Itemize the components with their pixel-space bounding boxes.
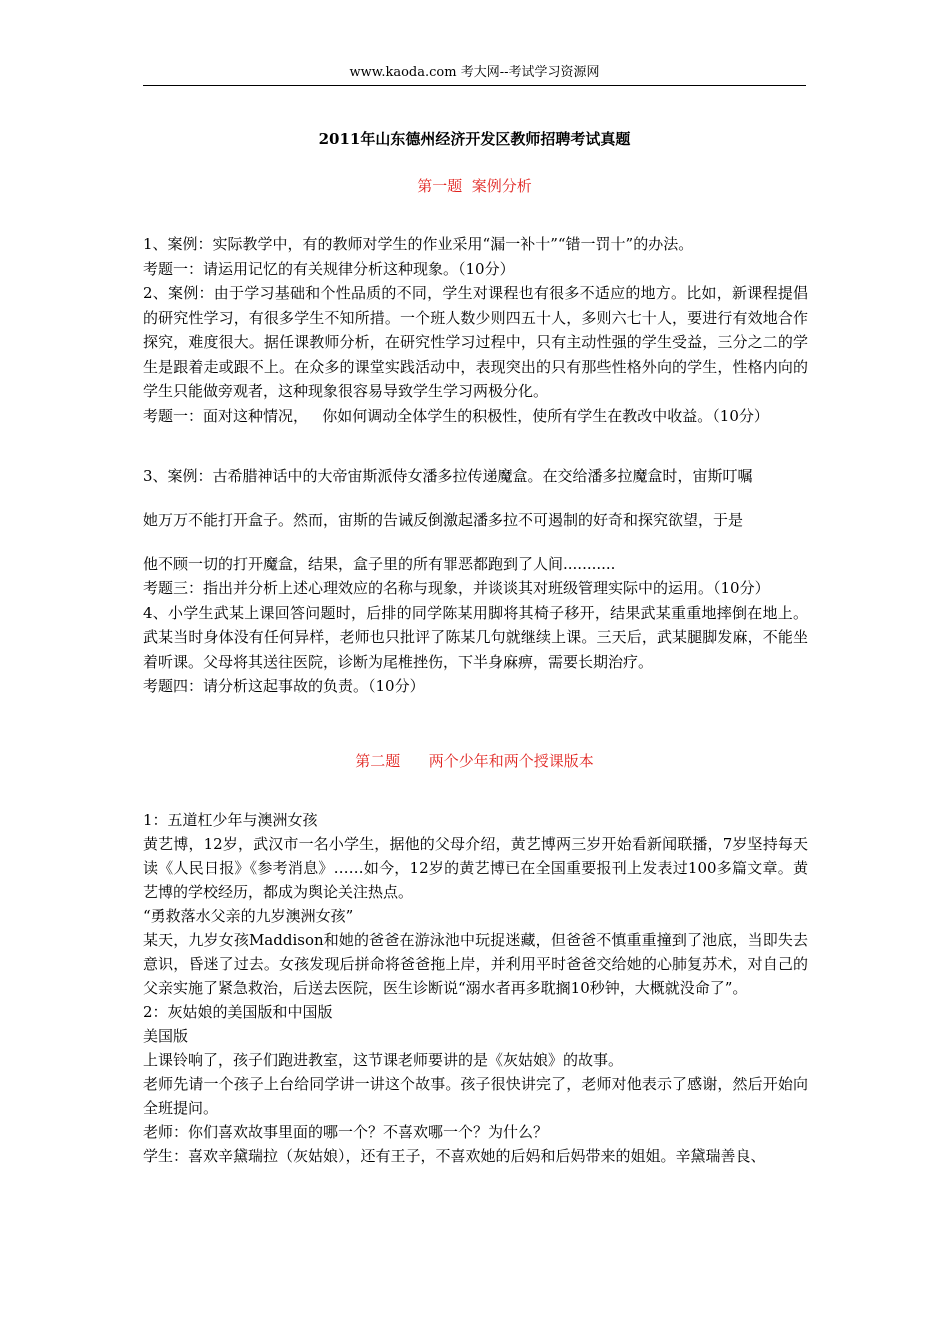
paragraph: 上课铃响了，孩子们跑进教室，这节课老师要讲的是《灰姑娘》的故事。 <box>143 1051 624 1069</box>
section-2-body <box>143 808 808 1168</box>
site-header: www.kaoda.com 考大网--考试学习资源网 <box>349 65 600 80</box>
header-divider <box>143 85 806 86</box>
section-1-part-a <box>143 232 808 428</box>
case-3-line: 她万万不能打开盒子。然而，宙斯的告诫反倒激起潘多拉不可遏制的好奇和探究欲望，于是 <box>143 511 744 529</box>
paragraph: 考题四：请分析这起事故的负责。（10分） <box>143 677 425 695</box>
section-2-title: 第二题 两个少年和两个授课版本 <box>355 752 594 770</box>
document-title: 2011年山东德州经济开发区教师招聘考试真题 <box>318 130 631 148</box>
paragraph: 学生：喜欢辛黛瑞拉（灰姑娘），还有王子，不喜欢她的后妈和后妈带来的姐姐。辛黛瑞善良、 <box>143 1147 766 1165</box>
paragraph: 美国版 <box>143 1027 189 1045</box>
paragraph: 2：灰姑娘的美国版和中国版 <box>143 1003 333 1021</box>
paragraph: 2、案例：由于学习基础和个性品质的不同，学生对课程也有很多不适应的地方。比如，新课程提倡的研究性学习，有很多学生不知所措。一个班人数少则四五十人，多则六七十人，要进行有效地合作探究，难度很大。据任课教师分析，在研究性学习过程中，只有主动性强的学生受益，三分之二的学生是跟着走或跟不上。在众多的课堂实践活动中，表现突出的只有那些性格外向的学生，性格内向的学生只能做旁观者，这种现象很容易导致学生学习两极分化。 <box>143 284 808 400</box>
paragraph: “勇救落水父亲的九岁澳洲女孩” <box>143 907 354 925</box>
paragraph: 老师：你们喜欢故事里面的哪一个？不喜欢哪一个？为什么？ <box>143 1123 549 1141</box>
paragraph: 某天，九岁女孩Maddison和她的爸爸在游泳池中玩捉迷藏，但爸爸不慎重重撞到了池底，当即失去意识，昏迷了过去。女孩发现后拼命将爸爸拖上岸，并利用平时爸爸交给她的心肺复苏术，对自己的父亲实施了紧急救治，后送去医院，医生诊断说“溺水者再多耽搁10秒钟，大概就没命了”。 <box>143 931 808 997</box>
paragraph: 1：五道杠少年与澳洲女孩 <box>143 811 318 829</box>
case-3-line: 3、案例：古希腊神话中的大帝宙斯派侍女潘多拉传递魔盒。在交给潘多拉魔盒时，宙斯叮嘱 <box>143 467 753 485</box>
paragraph: 4、小学生武某上课回答问题时，后排的同学陈某用脚将其椅子移开，结果武某重重地摔倒在地上。武某当时身体没有任何异样，老师也只批评了陈某几句就继续上课。三天后，武某腿脚发麻，不能坐着听课。父母将其送往医院，诊断为尾椎挫伤，下半身麻痹，需要长期治疗。 <box>143 603 808 671</box>
paragraph: 考题一：面对这种情况， 你如何调动全体学生的积极性，使所有学生在教改中收益。（10分） <box>143 406 769 425</box>
case-3 <box>143 454 808 586</box>
paragraph: 1、案例：实际教学中，有的教师对学生的作业采用“漏一补十”“错一罚十”的办法。 <box>143 235 694 253</box>
paragraph: 考题一：请运用记忆的有关规律分析这种现象。（10分） <box>143 259 515 278</box>
paragraph: 考题三：指出并分析上述心理效应的名称与现象，并谈谈其对班级管理实际中的运用。（10分） <box>143 579 770 597</box>
paragraph: 老师先请一个孩子上台给同学讲一讲这个故事。孩子很快讲完了，老师对他表示了感谢，然后开始向全班提问。 <box>143 1075 808 1117</box>
paragraph: 黄艺博，12岁，武汉市一名小学生，据他的父母介绍，黄艺博两三岁开始看新闻联播，7岁坚持每天读《人民日报》《参考消息》……如今，12岁的黄艺博已在全国重要报刊上发表过100多篇文章。黄艺博的学校经历，都成为舆论关注热点。 <box>143 835 808 901</box>
section-1-part-b <box>143 576 808 699</box>
section-1-title: 第一题 案例分析 <box>417 177 532 195</box>
case-3-line: 他不顾一切的打开魔盒，结果，盒子里的所有罪恶都跑到了人间........... <box>143 555 616 573</box>
